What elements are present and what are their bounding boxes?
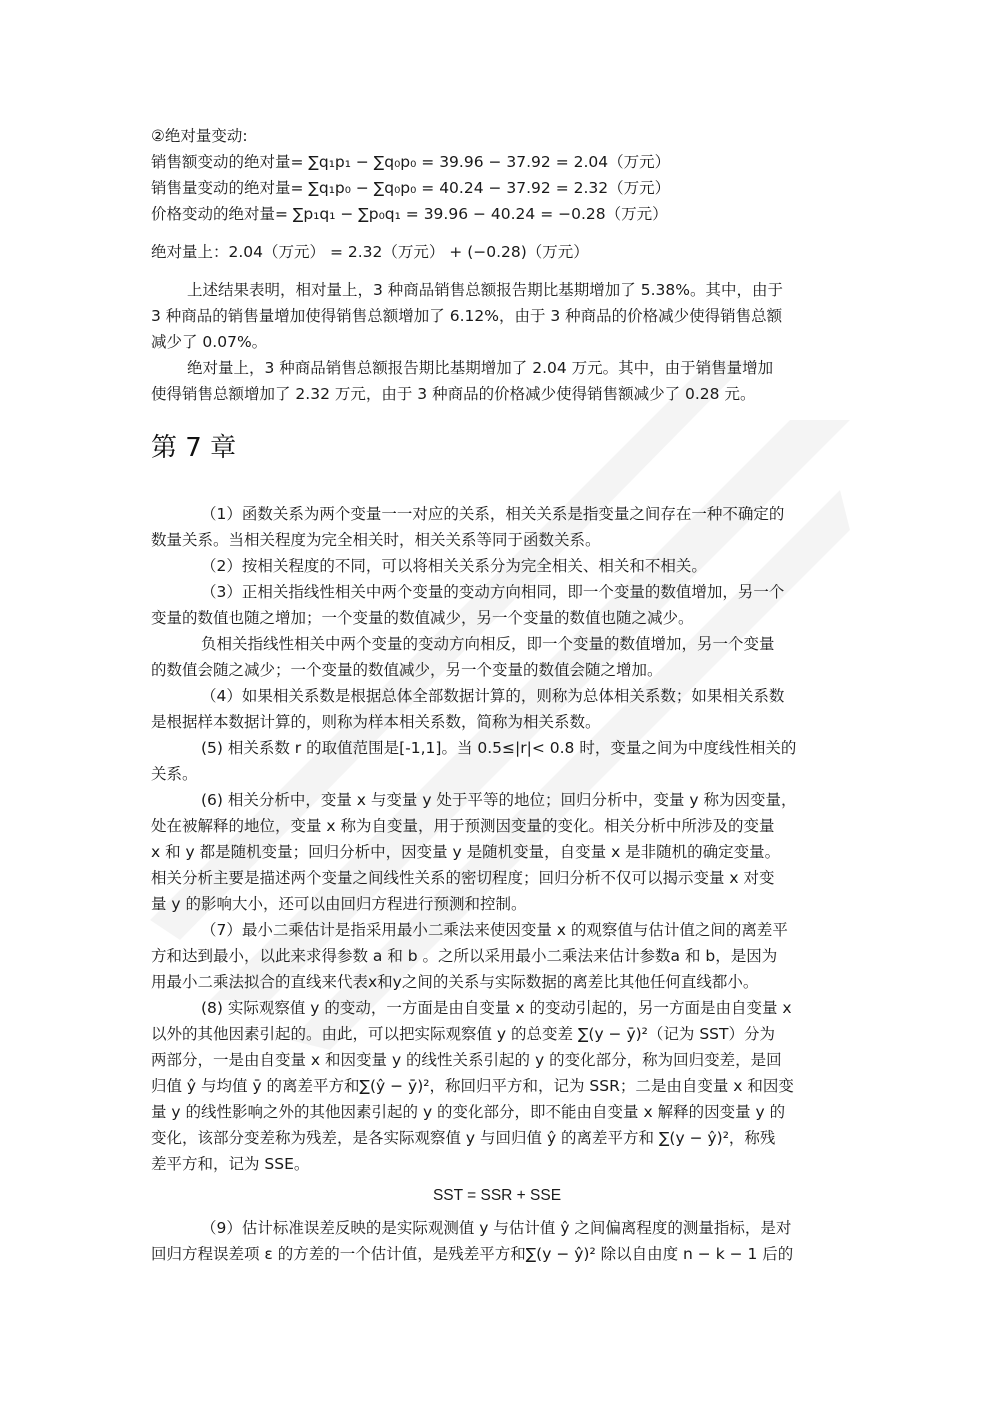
ch7-line: x 和 y 都是随机变量；回归分析中，因变量 y 是随机变量，自变量 x 是非随机的确定变量。 — [151, 843, 781, 861]
ch7-line: 回归方程误差项 ε 的方差的一个估计值，是残差平方和∑(y − ŷ)² 除以自由度 n − k − 1 后的 — [151, 1245, 794, 1263]
ch7-line: 关系。 — [151, 765, 198, 783]
sst-equation: SST = SSR + SSE — [432, 1187, 562, 1204]
summary-line: 上述结果表明，相对量上，3 种商品销售总额报告期比基期增加了 5.38%。其中，由于 — [187, 281, 783, 299]
ch7-line: 负相关指线性相关中两个变量的变动方向相反，即一个变量的数值增加，另一个变量 — [201, 635, 775, 653]
ch7-line: (8) 实际观察值 y 的变动，一方面是由自变量 x 的变动引起的，另一方面是由自变量 x — [201, 999, 792, 1017]
summary-line: 使得销售总额增加了 2.32 万元，由于 3 种商品的价格减少使得销售额减少了 0.28 元。 — [151, 385, 756, 403]
ch7-line: 的数值会随之减少；一个变量的数值减少，另一个变量的数值会随之增加。 — [151, 661, 663, 679]
ch7-line: （9）估计标准误差反映的是实际观测值 y 与估计值 ŷ 之间偏离程度的测量指标，是对 — [201, 1219, 792, 1237]
ch7-line: 差平方和，记为 SSE。 — [151, 1155, 310, 1173]
ch7-line: 相关分析主要是描述两个变量之间线性关系的密切程度；回归分析不仅可以揭示变量 x 对变 — [151, 869, 775, 887]
ch7-line: 归值 ŷ 与均值 ȳ 的离差平方和∑(ŷ − ȳ)²，称回归平方和，记为 SSR；二是由自变量 x 和因变 — [151, 1077, 794, 1095]
summary-line: 3 种商品的销售量增加使得销售总额增加了 6.12%，由于 3 种商品的价格减少使得销售总额 — [151, 307, 783, 325]
ch7-line: 数量关系。当相关程度为完全相关时，相关关系等同于函数关系。 — [151, 531, 601, 549]
formula-total: 绝对量上：2.04（万元） = 2.32（万元） + (−0.28)（万元） — [151, 243, 589, 261]
ch7-line: (6) 相关分析中，变量 x 与变量 y 处于平等的地位；回归分析中，变量 y 称为因变量， — [201, 791, 797, 809]
ch7-line: 以外的其他因素引起的。由此，可以把实际观察值 y 的总变差 ∑(y − ȳ)²（记为 SST）分为 — [151, 1025, 775, 1043]
abs-change-title: ②绝对量变动: — [151, 127, 248, 145]
ch7-line: （4）如果相关系数是根据总体全部数据计算的，则称为总体相关系数；如果相关系数 — [201, 687, 785, 705]
ch7-line: 变化，该部分变差称为残差，是各实际观察值 y 与回归值 ŷ 的离差平方和 ∑(y − ŷ)²，称残 — [151, 1129, 776, 1147]
chapter-title: 第 7 章 — [151, 433, 237, 463]
formula-sales-volume: 销售量变动的绝对量= ∑q₁p₀ − ∑q₀p₀ = 40.24 − 37.92 = 2.32（万元） — [151, 179, 671, 197]
ch7-line: （7）最小二乘估计是指采用最小二乘法来使因变量 x 的观察值与估计值之间的离差平 — [201, 921, 788, 939]
ch7-line: 量 y 的线性影响之外的其他因素引起的 y 的变化部分，即不能由自变量 x 解释的因变量 y 的 — [151, 1103, 786, 1121]
ch7-line: (5) 相关系数 r 的取值范围是[-1,1]。当 0.5≤|r|< 0.8 时，变量之间为中度线性相关的 — [201, 739, 797, 757]
formula-sales-amount: 销售额变动的绝对量= ∑q₁p₁ − ∑q₀p₀ = 39.96 − 37.92 = 2.04（万元） — [151, 153, 671, 171]
ch7-line: 用最小二乘法拟合的直线来代表x和y之间的关系与实际数据的离差比其他任何直线都小。 — [151, 973, 759, 991]
ch7-line: （3）正相关指线性相关中两个变量的变动方向相同，即一个变量的数值增加，另一个 — [201, 583, 785, 601]
ch7-line: （1）函数关系为两个变量一一对应的关系，相关关系是指变量之间存在一种不确定的 — [201, 505, 785, 523]
ch7-line: （2）按相关程度的不同，可以将相关关系分为完全相关、相关和不相关。 — [201, 557, 707, 575]
ch7-line: 是根据样本数据计算的，则称为样本相关系数，简称为相关系数。 — [151, 713, 601, 731]
summary-line: 减少了 0.07%。 — [151, 333, 268, 351]
ch7-line: 变量的数值也随之增加；一个变量的数值减少，另一个变量的数值也随之减少。 — [151, 609, 694, 627]
formula-price: 价格变动的绝对量= ∑p₁q₁ − ∑p₀q₁ = 39.96 − 40.24 = −0.28（万元） — [151, 205, 668, 223]
ch7-line: 量 y 的影响大小，还可以由回归方程进行预测和控制。 — [151, 895, 527, 913]
ch7-line: 处在被解释的地位，变量 x 称为自变量，用于预测因变量的变化。相关分析中所涉及的变量 — [151, 817, 775, 835]
ch7-line: 方和达到最小，以此来求得参数 a 和 b 。之所以采用最小二乘法来估计参数a 和 b，是因为 — [151, 947, 778, 965]
ch7-line: 两部分，一是由自变量 x 和因变量 y 的线性关系引起的 y 的变化部分，称为回归变差，是回 — [151, 1051, 782, 1069]
summary-line: 绝对量上，3 种商品销售总额报告期比基期增加了 2.04 万元。其中，由于销售量增加 — [187, 359, 774, 377]
